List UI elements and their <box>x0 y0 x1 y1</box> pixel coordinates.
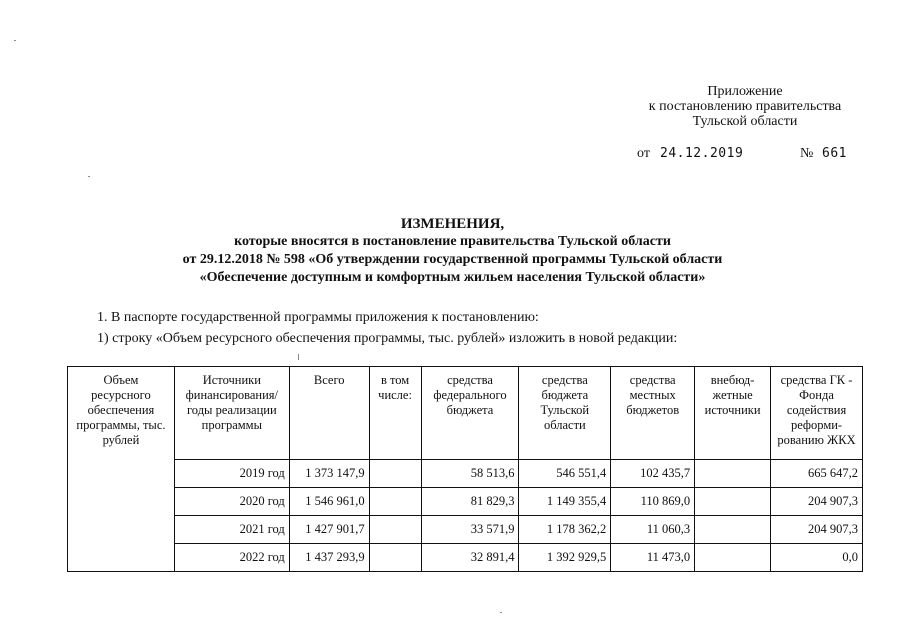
scan-speck <box>298 354 299 360</box>
cell-fund: 204 907,3 <box>771 516 863 544</box>
header-federal: средства федерального бюджета <box>421 367 519 460</box>
header-local: средства местных бюджетов <box>611 367 695 460</box>
cell-year: 2022 год <box>174 544 289 572</box>
cell-local: 102 435,7 <box>611 460 695 488</box>
cell-fund: 665 647,2 <box>771 460 863 488</box>
doc-date <box>660 146 743 162</box>
cell-including <box>369 516 421 544</box>
scan-speck <box>500 612 502 613</box>
cell-regional: 1 149 355,4 <box>519 488 611 516</box>
heading-line-2: которые вносятся в постановление правительства Тульской области <box>234 234 671 249</box>
doc-number-value: 661 <box>822 146 847 161</box>
cell-federal: 58 513,6 <box>421 460 519 488</box>
cell-local: 11 473,0 <box>611 544 695 572</box>
cell-local: 110 869,0 <box>611 488 695 516</box>
table-row <box>68 460 863 488</box>
cell-total: 1 437 293,9 <box>289 544 369 572</box>
table-row <box>68 488 863 516</box>
header-sources: Источники финансирования/ годы реализации программы <box>174 367 289 460</box>
header-fund: средства ГК - Фонда содействия реформи-рованию ЖКХ <box>771 367 863 460</box>
doc-number <box>822 146 847 162</box>
table-header-row <box>68 367 863 460</box>
scan-speck <box>14 40 16 41</box>
doc-date-value: 24.12.2019 <box>660 146 744 161</box>
heading-line-3: от 29.12.2018 № 598 «Об утверждении государственной программы Тульской области <box>182 252 723 267</box>
heading-line-4: «Обеспечение доступным и комфортным жильем населения Тульской области» <box>199 270 706 285</box>
cell-fund: 204 907,3 <box>771 488 863 516</box>
table-row <box>68 544 863 572</box>
header-extrabudget: внебюд-жетные источники <box>695 367 771 460</box>
cell-federal: 33 571,9 <box>421 516 519 544</box>
header-total: Всего <box>289 367 369 460</box>
cell-year: 2020 год <box>174 488 289 516</box>
paragraph-2: 1) строку «Объем ресурсного обеспечения программы, тыс. рублей» изложить в новой редакции: <box>97 331 678 346</box>
header-regional: средства бюджета Тульской области <box>519 367 611 460</box>
cell-including <box>369 488 421 516</box>
row-label-cell: Объем ресурсного обеспечения программы, тыс. рублей <box>68 367 175 572</box>
cell-fund: 0,0 <box>771 544 863 572</box>
cell-total: 1 427 901,7 <box>289 516 369 544</box>
table-row <box>68 516 863 544</box>
cell-extrabudget <box>695 544 771 572</box>
cell-including <box>369 460 421 488</box>
header-including: в том числе: <box>369 367 421 460</box>
document-heading <box>0 215 905 287</box>
scan-speck <box>88 176 90 177</box>
cell-total: 1 373 147,9 <box>289 460 369 488</box>
paragraph-1: 1. В паспорте государственной программы приложения к постановлению: <box>97 310 539 325</box>
attachment-block <box>600 84 890 129</box>
heading-title: ИЗМЕНЕНИЯ, <box>400 216 505 232</box>
cell-regional: 1 392 929,5 <box>519 544 611 572</box>
resource-table <box>67 366 863 572</box>
cell-extrabudget <box>695 460 771 488</box>
cell-extrabudget <box>695 488 771 516</box>
attachment-line-3: Тульской области <box>692 114 798 129</box>
cell-federal: 81 829,3 <box>421 488 519 516</box>
doc-number-sign: № <box>800 146 814 161</box>
cell-regional: 1 178 362,2 <box>519 516 611 544</box>
cell-year: 2019 год <box>174 460 289 488</box>
doc-date-prefix: от <box>637 146 650 161</box>
cell-total: 1 546 961,0 <box>289 488 369 516</box>
cell-local: 11 060,3 <box>611 516 695 544</box>
attachment-title: Приложение <box>707 84 783 99</box>
attachment-line-2: к постановлению правительства <box>648 99 842 114</box>
cell-year: 2021 год <box>174 516 289 544</box>
cell-regional: 546 551,4 <box>519 460 611 488</box>
cell-federal: 32 891,4 <box>421 544 519 572</box>
cell-extrabudget <box>695 516 771 544</box>
cell-including <box>369 544 421 572</box>
